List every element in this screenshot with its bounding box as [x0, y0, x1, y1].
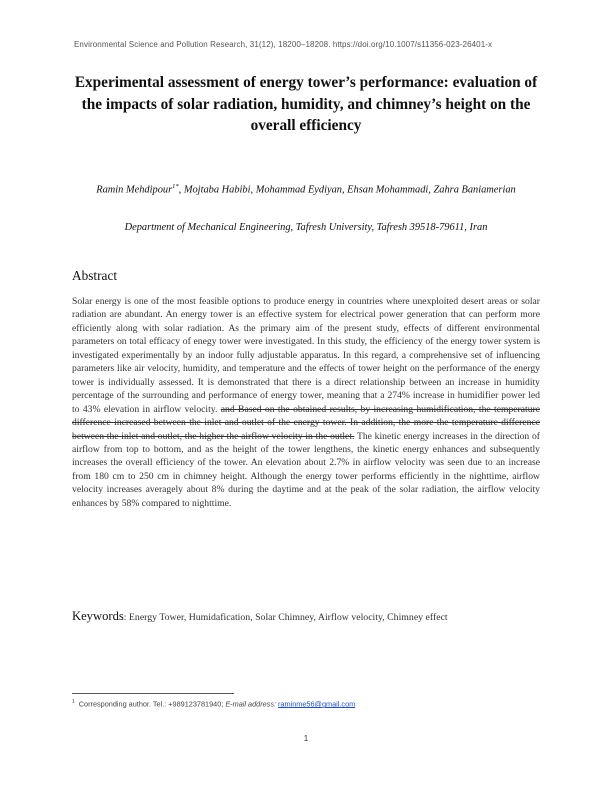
- corresponding-author-mark: 1*: [172, 183, 179, 190]
- paper-title: Experimental assessment of energy tower’s performance: evaluation of the impacts of solar radiation, humidity, and chimney’s height on the overall efficiency: [74, 74, 538, 134]
- author-affiliation: Department of Mechanical Engineering, Tafresh University, Tafresh 39518-79611, Iran: [124, 222, 488, 233]
- corresponding-author-footnote: [72, 699, 542, 708]
- abstract-text-part-2: The kinetic energy increases in the direction of airflow from top to bottom, and as the height of the tower lengthens, the kinetic energy enhances and subsequently increases the overall efficiency of the tower. An elevation about 2.7% in airflow velocity was seen due to an increase from 180 cm to 250 cm in chimney height. Although the energy tower performs efficiently in the nighttime, airflow velocity increases averagely about 8% during the daytime and at the peak of the solar radiation, the airflow velocity enhances by 58% compared to nighttime.: [72, 430, 540, 509]
- keywords-label: Keywords: [72, 609, 124, 623]
- footnote-mark: 1: [72, 699, 75, 705]
- email-link[interactable]: raminme56@gmail.com: [278, 699, 356, 709]
- first-author: Ramin Mehdipour: [96, 184, 173, 196]
- keywords-list: : Energy Tower, Humidafication, Solar Chimney, Airflow velocity, Chimney effect: [123, 612, 448, 623]
- footnote-text: Corresponding author. Tel.: +989123781940;: [78, 699, 226, 709]
- abstract-body: [72, 295, 540, 510]
- footnote-divider: [72, 693, 234, 694]
- co-authors: , Mojtaba Habibi, Mohammad Eydiyan, Ehsan Mohammadi, Zahra Baniamerian: [178, 184, 516, 196]
- keywords-line: [72, 609, 542, 624]
- abstract-text-part-1: Solar energy is one of the most feasible options to produce energy in countries where unexploited desert areas or solar radiation are abundant. An energy tower is an effective system for electrical power generation that can perform more efficiently along with solar radiation. As the primary aim of the present study, effects of different environmental parameters on total efficacy of enegy tower were investigated. In this study, the efficiency of the energy tower system is investigated experimentally by an indoor fully adjustable apparatus. In this regard, a comprehensive set of influencing parameters like air velocity, humidity, and temperature and the effects of tower height on the performance of the energy tower is individually assessed. It is demonstrated that there is a direct relationship between an increase in humidity percentage of the surrounding and performance of energy tower, meaning that a 274% increase in humidifier power led to 43% elevation in airflow velocity.: [72, 296, 540, 415]
- author-list: [72, 179, 540, 197]
- abstract-heading: Abstract: [72, 268, 118, 283]
- abstract-struck-text: and Based on the obtained results, by increasing humidification, the temperature difference increased between the inlet and outlet of the energy tower. In addition, the more the temperature difference between the inlet and outlet, the higher the airflow velocity in the outlet.: [72, 403, 540, 442]
- email-label: E-mail address:: [225, 699, 277, 709]
- page-number: 1: [303, 733, 309, 743]
- journal-citation-header: Environmental Science and Pollution Research, 31(12), 18200–18208. https://doi.org/10.1007/s11356-023-26401-x: [74, 40, 493, 49]
